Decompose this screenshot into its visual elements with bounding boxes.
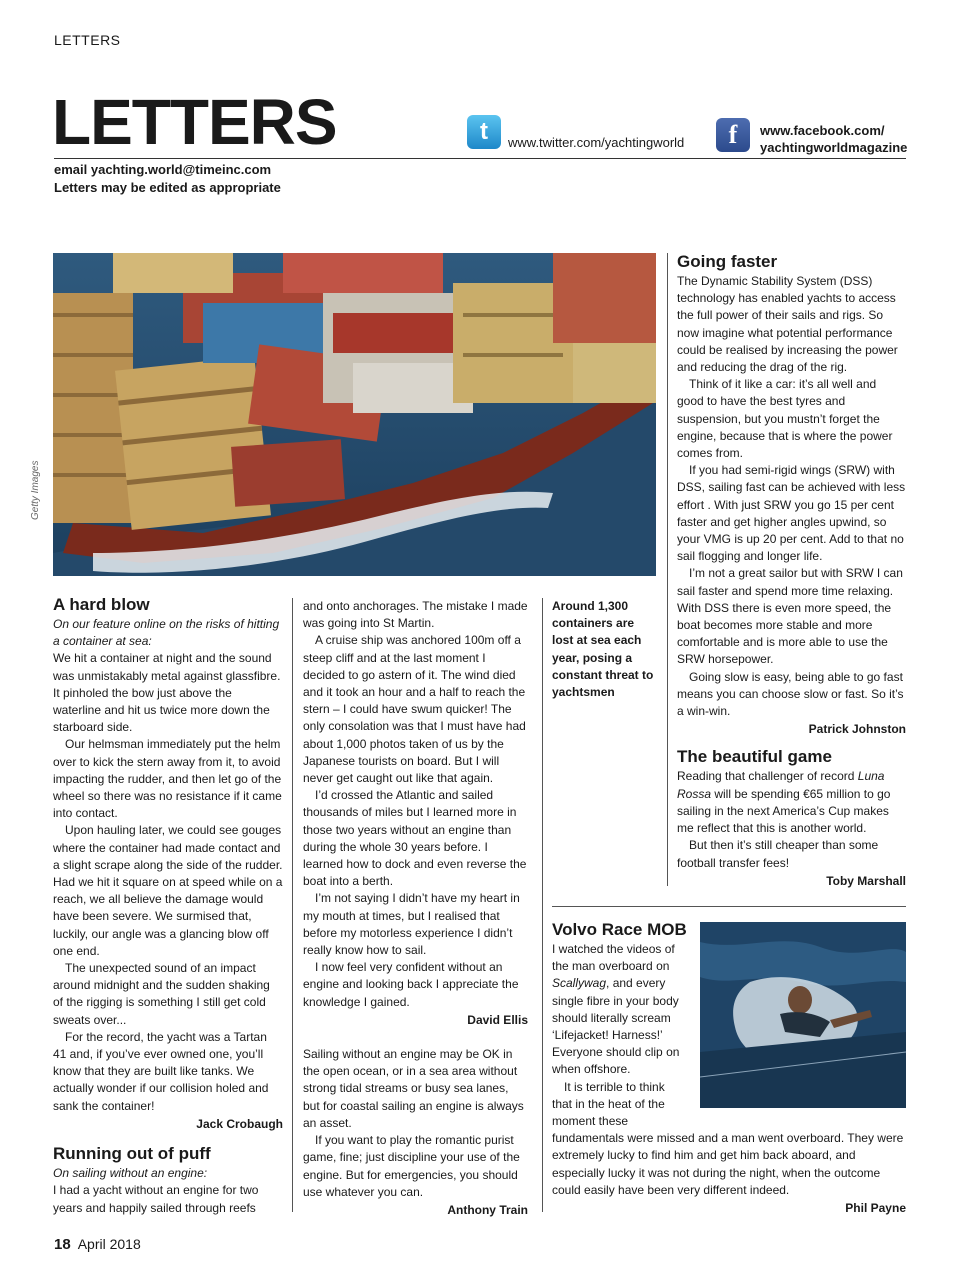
contact-email: email yachting.world@timeinc.com	[54, 162, 272, 177]
section-rule	[552, 906, 906, 907]
column-2	[303, 598, 528, 1219]
twitter-icon[interactable]: t	[467, 115, 501, 149]
letter-paragraph: I’d crossed the Atlantic and sailed thousands of miles but I learned more in those two years without an engine than during the whole 30 years before. I learned how to dock and even reverse the boat into a berth.	[303, 788, 527, 889]
issue-date: April 2018	[77, 1236, 141, 1252]
facebook-link-line2: yachtingworldmagazine	[760, 140, 908, 155]
letter-paragraph: We hit a container at night and the sound was unmistakably metal against glassfibre. It pinholed the bow just above the waterline and hit us twice more down the starboard side.	[53, 651, 281, 735]
letter-paragraph: The unexpected sound of an impact around midnight and the sudden shaking of the rigging is something I still get cold sweats over...	[53, 961, 270, 1027]
letter-title-beautiful-game: The beautiful game	[677, 747, 832, 767]
letter-title-hard-blow: A hard blow	[53, 595, 150, 614]
letter-title-volvo-race-mob: Volvo Race MOB	[552, 920, 687, 939]
letter-paragraph: For the record, the yacht was a Tartan 41 and, if you’ve ever owned one, you’ll know that they are built like tanks. We actually wonder if our collision holed and sank the container!	[53, 1029, 269, 1113]
pull-quote: Around 1,300 containers are lost at sea each year, posing a constant threat to yachtsmen	[552, 599, 654, 700]
facebook-link-line1: www.facebook.com/	[760, 123, 885, 138]
letter-paragraph: Think of it like a car: it’s all well and good to have the best tyres and suspension, but you mustn’t forget the engine, because that is where the power comes from.	[677, 377, 893, 461]
facebook-link[interactable]	[760, 122, 907, 156]
letter-paragraph: I now feel very confident without an engine and looking back I appreciate the knowledge I gained.	[303, 960, 519, 1009]
letter-paragraph	[677, 768, 906, 837]
letter-paragraph: The Dynamic Stability System (DSS) technology has enabled yachts to access the full power of their sails and rigs. So now imagine what potential performance could be realised by increasing the power and reducing the drag of the rig.	[677, 274, 898, 375]
page-title: LETTERS	[52, 86, 337, 158]
twitter-link[interactable]: www.twitter.com/yachtingworld	[508, 135, 685, 150]
letter-paragraph: and onto anchorages. The mistake I made was going into St Martin.	[303, 599, 528, 631]
letter-intro: On sailing without an engine:	[53, 1166, 208, 1181]
editing-note: Letters may be edited as appropriate	[54, 180, 281, 195]
letter-signature: David Ellis	[467, 1012, 528, 1027]
container-ship-photo	[53, 253, 656, 576]
column-1	[53, 594, 283, 1217]
header-rule	[54, 158, 906, 159]
column-divider	[292, 598, 293, 1212]
letter-signature: Anthony Train	[447, 1202, 528, 1217]
photo-credit: Getty Images	[30, 460, 41, 520]
text-run: Reading that challenger of record	[677, 769, 858, 784]
letter-signature: Jack Crobaugh	[196, 1116, 283, 1131]
text-run: , and every single fibre in your body should literally scream ‘Lifejacket! Harness!’ Everyone should clip on when offshore.	[552, 976, 680, 1077]
column-4	[677, 251, 906, 890]
boat-name: Luna Rossa	[677, 769, 885, 801]
letter-paragraph: I had a yacht without an engine for two years and happily sailed through reefs	[53, 1183, 259, 1215]
letter-paragraph: Upon hauling later, we could see gouges where the container had made contact and a slight scrape along the side of the rudder. Had we hit it square on at speed while on a reach, we all believe the damage would have been severe. We surmised that, luckily, our angle was a glancing blow off one end.	[53, 823, 283, 958]
letter-paragraph: But then it’s still cheaper than some football transfer fees!	[677, 838, 879, 870]
section-kicker: LETTERS	[54, 32, 121, 48]
page-footer	[54, 1236, 141, 1253]
letter-title-going-faster: Going faster	[677, 252, 778, 271]
text-run: will be spending €65 million to go sailing in the next America’s Cup makes me reflect that this is another world.	[677, 786, 891, 836]
boat-name: Scallywag	[552, 976, 607, 991]
letter-volvo-race-mob	[552, 919, 906, 1217]
letter-paragraph: It is terrible to think that in the heat of the moment these	[552, 1079, 665, 1129]
letter-paragraph: If you had semi-rigid wings (SRW) with DSS, sailing fast can be achieved with less effort . With just SRW you go 15 per cent faster and get higher angles upwind, so your VMG is up 20 per cent. Add to that no sail flogging and longer life.	[677, 463, 906, 564]
letter-signature: Patrick Johnston	[808, 722, 906, 737]
letter-paragraph: Sailing without an engine may be OK in the open ocean, or in a sea area without strong tidal streams or busy sea lanes, but for coastal sailing an engine is always an asset.	[303, 1047, 524, 1130]
letter-paragraph: I’m not a great sailor but with SRW I can sail faster and spend more time relaxing. With DSS there is even more speed, the boat becomes more stable and more comfortable and is more able to use the SRW horsepower.	[677, 566, 903, 667]
column-divider	[667, 253, 668, 886]
letter-paragraph: Our helmsman immediately put the helm over to kick the stern away from it, to avoid impacting the rudder, and then let go of the wheel so there was no resistance if it came into contact.	[53, 737, 282, 821]
letter-paragraph: I’m not saying I didn’t have my heart in my mouth at times, but I realised that before my motorless experience I didn’t really know how to sail.	[303, 891, 520, 958]
letter-signature: Toby Marshall	[826, 873, 906, 888]
column-divider	[542, 598, 543, 1212]
letter-title-running-out-of-puff: Running out of puff	[53, 1144, 211, 1164]
letter-intro: On our feature online on the risks of hitting a container at sea:	[53, 617, 280, 649]
facebook-icon[interactable]: f	[716, 118, 750, 152]
letter-paragraph	[552, 941, 688, 1079]
letter-paragraph: fundamentals were missed and a man went overboard. They were extremely lucky to find him and get him back aboard, and especially lucky it was not during the night, when the outcome could easily have been very different indeed.	[552, 1131, 904, 1197]
text-run: I watched the videos of the man overboard on	[552, 942, 675, 974]
page-number: 18	[54, 1236, 71, 1253]
contact-info	[54, 161, 281, 197]
letter-paragraph: A cruise ship was anchored 100m off a steep cliff and at the last moment I decided to go astern of it. The wind died and it took an hour and a half to reach the stern – I could have swum quicker! The only consolation was that I must have had about 1,000 photos taken of us by the Japanese tourists on board. But I will never get caught out like that again.	[303, 633, 526, 786]
letter-signature: Phil Payne	[845, 1201, 906, 1216]
letter-paragraph: Going slow is easy, being able to go fast means you can choose slow or fast. So it’s a win-win.	[677, 669, 904, 719]
letter-paragraph: If you want to play the romantic purist game, fine; just discipline your use of the engine. But for emergencies, you should use whatever you can.	[303, 1133, 520, 1199]
